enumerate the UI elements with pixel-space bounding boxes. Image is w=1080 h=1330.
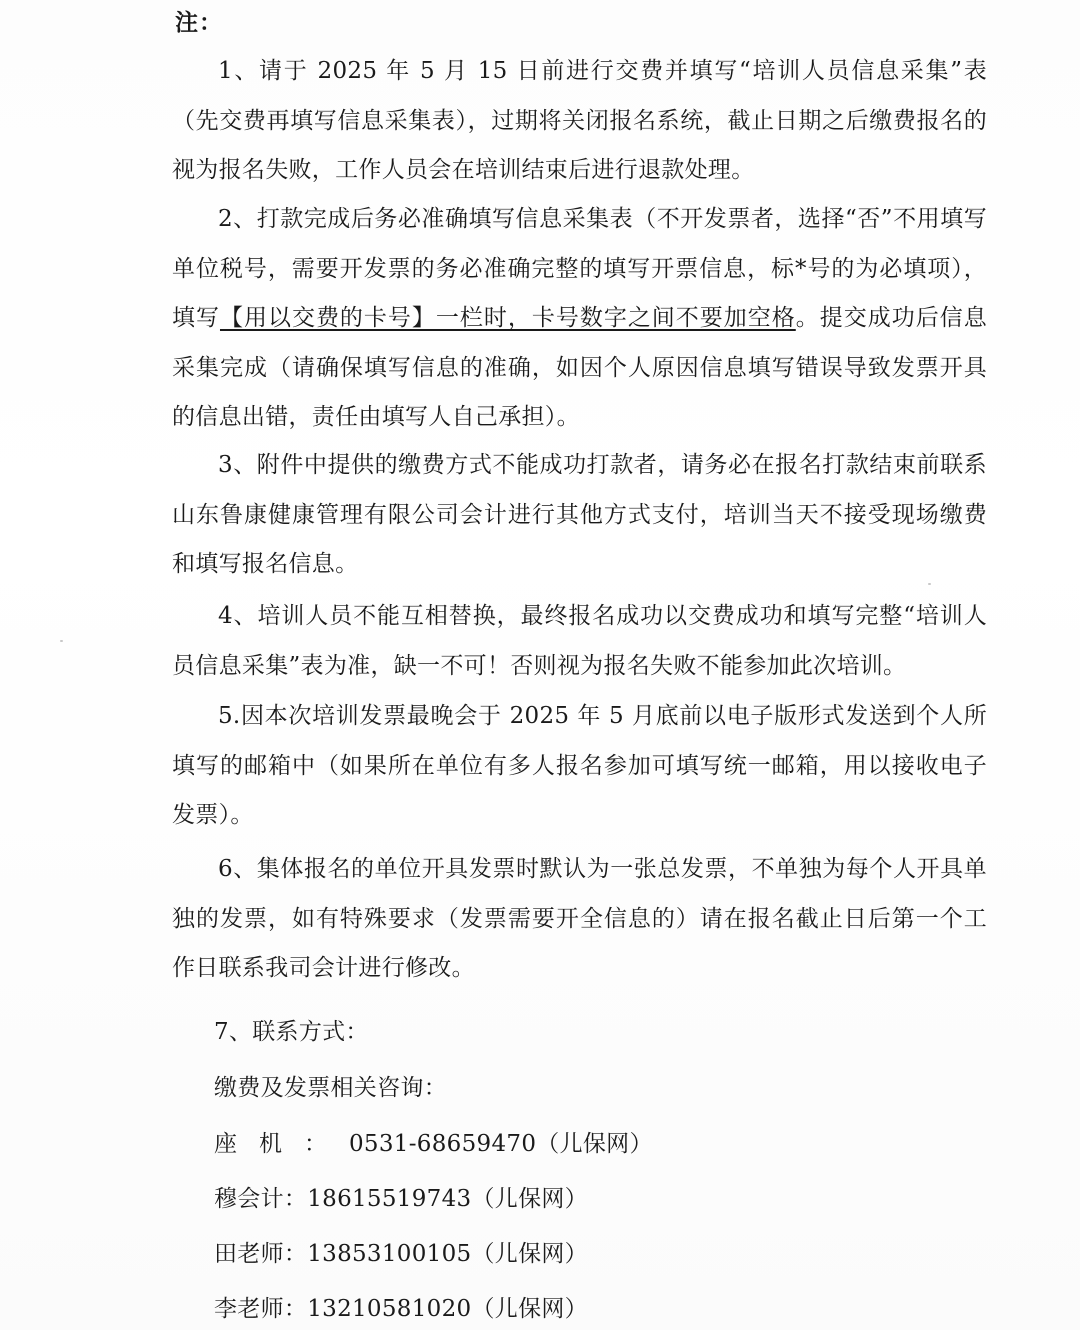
contact-subtitle: 缴费及发票相关咨询： [214, 1075, 447, 1101]
contact-title: 7、联系方式： [214, 1019, 369, 1045]
note-item-3-text: 3、附件中提供的缴费方式不能成功打款者，请务必在报名打款结束前联系山东鲁康健康管理有限公司会计进行其他方式支付，培训当天不接受现场缴费和填写报名信息。 [172, 452, 987, 577]
note-item-2-underlined-text: 【用以交费的卡号】一栏时，卡号数字之间不要加空格 [219, 305, 796, 331]
note-item-1-text: 1、请于 2025 年 5 月 15 日前进行交费并填写“培训人员信息采集”表（先交费再填写信息采集表），过期将关闭报名系统，截止日期之后缴费报名的视为报名失败，工作人员会在培训结束后进行退款处理。 [172, 58, 987, 183]
scan-speck [928, 583, 931, 585]
note-item-2-text-a: 2、打款完成后务必准确填写信息采集表（不开发票者，选择“否”不用填写单位税号，需要开发票的务必准确完整的填写开票信息，标*号的为必填项），填写 [172, 206, 987, 331]
contact-landline [214, 1129, 653, 1159]
li-value: 13210581020（儿保网） [307, 1296, 588, 1322]
note-item-6-text: 6、集体报名的单位开具发票时默认为一张总发票，不单独为每个人开具单独的发票，如有特殊要求（发票需要开全信息的）请在报名截止日后第一个工作日联系我司会计进行修改。 [172, 856, 987, 981]
note-item-4-text: 4、培训人员不能互相替换，最终报名成功以交费成功和填写完整“培训人员信息采集”表为准，缺一不可！否则视为报名失败不能参加此次培训。 [172, 603, 987, 679]
note-item-5-text: 5.因本次培训发票最晚会于 2025 年 5 月底前以电子版形式发送到个人所填写的邮箱中（如果所在单位有多人报名参加可填写统一邮箱，用以接收电子发票）。 [172, 703, 987, 828]
mu-value: 18615519743（儿保网） [307, 1186, 588, 1212]
tian-value: 13853100105（儿保网） [307, 1241, 588, 1267]
note-item-5 [172, 692, 987, 841]
li-label: 李老师： [214, 1296, 308, 1322]
landline-label: 座机： [214, 1131, 349, 1157]
scan-speck [60, 640, 63, 642]
tian-label: 田老师： [214, 1241, 308, 1267]
note-item-6 [172, 845, 987, 994]
contact-li [214, 1294, 588, 1324]
note-item-4 [172, 592, 987, 691]
mu-label: 穆会计： [214, 1186, 308, 1212]
note-item-1 [172, 47, 987, 196]
note-item-2-text-b: 。提交成功后信息采集完成（请确保填写信息的准确，如因个人原因信息填写错误导致发票开具的信息出错，责任由填写人自己承担）。 [172, 305, 987, 430]
note-item-3 [172, 441, 987, 590]
contact-tian [214, 1239, 588, 1269]
note-item-2 [172, 195, 987, 443]
notes-heading: 注： [175, 9, 223, 36]
contact-mu [214, 1184, 588, 1214]
landline-value: 0531-68659470（儿保网） [349, 1131, 653, 1157]
